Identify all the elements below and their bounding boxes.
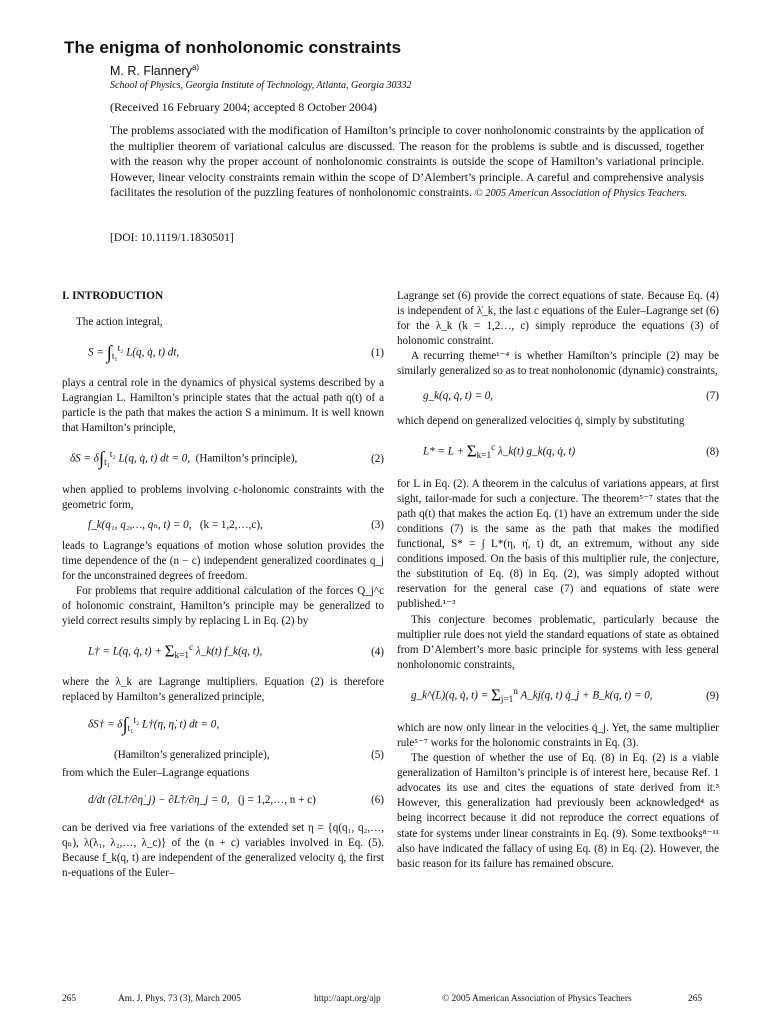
equation-number: (9) [706, 690, 719, 703]
section-heading: I. INTRODUCTION [62, 290, 164, 302]
equation-number: (3) [371, 519, 384, 532]
paragraph: from which the Euler–Lagrange equations [62, 766, 250, 779]
equation-number: (7) [706, 390, 719, 403]
author-line [110, 63, 199, 78]
received-dates: (Received 16 February 2004; accepted 8 October 2004) [110, 100, 377, 114]
paragraph: leads to Lagrange’s equations of motion whose solution provides the time dependence of the (n − c) independent generalized coordinates q_j for the unconstrained degrees of freedom. [62, 539, 384, 582]
affiliation: School of Physics, Georgia Institute of Technology, Atlanta, Georgia 30332 [110, 80, 412, 91]
journal-url[interactable]: http://aapt.org/ajp [314, 994, 381, 1004]
abstract [110, 123, 704, 202]
paragraph: This conjecture becomes problematic, particularly because the multiplier rule does not yield the standard equations of state as obtained from D’Alembert’s more basic principle for systems with less general nonholonomic constraints, [397, 613, 719, 671]
equation-4: L† = L(q, q̇, $t) + \Sigma_{k=1}^c$ λ_k(t) f_k(q, t), (4) [88, 641, 384, 661]
equation-number: (1) [371, 346, 384, 359]
right-column [397, 289, 719, 872]
paragraph: where the λ_k are Lagrange multipliers. Equation (2) is therefore replaced by Hamilton’s generalized principle, [62, 676, 384, 704]
equation-number: (5) [371, 748, 384, 761]
paragraph: for L in Eq. (2). A theorem in the calculus of variations appears, at first sight, tailor-made for such a conjecture. The theorem⁵⁻⁷ states that the path q(t) that makes the action Eq. (1) have an extremum under the side conditions (7) is the same as the path that makes the modified functional, S* = ∫ L*(η, η̇, t) dt, an extremum, without any side conditions imposed. On the basis of this multiplier rule, the conjecture, the substitution of Eq. (8) in Eq. (2), was simply adopted without reservation for the general case (7) and equations of state were published.¹⁻³ [397, 477, 719, 611]
journal-citation: Am. J. Phys. 73 (3), March 2005 [118, 994, 241, 1004]
paragraph: plays a central role in the dynamics of physical systems described by a Lagrangian L. Hamilton’s principle states that the actual path q(t) of a particle is the path that makes the action S a minimum. It is well known that Hamilton’s principle, [62, 377, 384, 435]
author-footnote-mark: a) [191, 63, 200, 72]
equation-number: (4) [371, 645, 384, 658]
equation-expression: L(q, q̇, t) dt, [126, 346, 180, 359]
paragraph: can be derived via free variations of the extended set η = {q(q₁, q₂,…, qₙ), λ(λ₁, λ₂,…, λ_c)} of the (n + c) variables involved in Eq. (5). Because f_k(q, t) are independent of the generalized velocity q̇, the first n-equations of the Euler– [62, 821, 384, 879]
equation-5: δS† = $\delta\int_{t_1}^{t_2}$ L†(η, η̇, t) dt = 0, [88, 714, 220, 736]
equation-8: $L* = L + \Sigma_{k=1}^c$ λ_k(t) g_k(q, q̇, t) (8) [423, 441, 719, 462]
paragraph: which depend on generalized velocities q̇, simply by substituting [397, 414, 685, 427]
equation-number: (6) [371, 794, 384, 807]
equation-7: g_k(q, q̇, t) = 0, (7) [397, 380, 719, 414]
page-number-right: 265 [688, 994, 703, 1004]
left-column [62, 289, 384, 881]
abstract-text: The problems associated with the modification of Hamilton’s principle to cover nonholonomic constraints by the application of the multiplier theorem of variational calculus are discussed. The reason for the problems is subtle and is discussed, together with the reason why the proper account of nonholonomic constraints is outside the scope of Hamilton’s variational principle. However, linear velocity constraints remain within the scope of D’Alembert’s principle. A careful and comprehensive analysis facilitates the resolution of the puzzling features of nonholonomic constraints. [110, 124, 704, 200]
author-name: M. R. Flannery [110, 64, 192, 79]
page-number-left: 265 [62, 994, 77, 1004]
equation-5-label: (Hamilton’s generalized principle), (5) [62, 746, 384, 766]
paper-title: The enigma of nonholonomic constraints [64, 38, 402, 57]
footer-copyright: © 2005 American Association of Physics Teachers [442, 994, 632, 1004]
paragraph: The question of whether the use of Eq. (8) in Eq. (2) is a viable generalization of Hamilton’s principle is of interest here, because Ref. 1 advocates its use and cites the equations of state derived from it.³ However, this generalization had previously been acknowledged⁴ as being incorrect because it did not reproduce the correct equations of state for systems under linear constraints in Eq. (9). Some textbooks⁸⁻¹¹ also have indicated the fallacy of using Eq. (8) in Eq. (2). However, the basic reason for its failure has remained obscure. [397, 752, 719, 870]
equation-number: (8) [706, 446, 719, 459]
doi[interactable]: [DOI: 10.1119/1.1830501] [110, 231, 234, 244]
paragraph: Lagrange set (6) provide the correct equations of state. Because Eq. (4) is independent of λ̇_k, the last c equations of the Euler–Lagrange set (6) for the λ_k (k = 1,2…, c) simply reproduce the equations (3) of holonomic constraint. [397, 290, 719, 348]
paragraph: when applied to problems involving c-holonomic constraints with the geometric form, [62, 483, 384, 511]
equation-9: g_k^(L)(q, q̇, $t) = \Sigma_{j=1}^n$ A_kj(q, t) q̇_j + B_k(q, t) = 0, (9) [411, 686, 719, 706]
equation-number: (2) [371, 453, 384, 466]
equation-6: d/dt (∂L†/∂η̇_j) − ∂L†/∂η_j = 0, (j = 1,2,…, n + c) (6) [62, 781, 384, 821]
equation-3: f_k(q₁, q₂,…, qₙ, t) = 0, (k = 1,2,…,c), (3) [62, 513, 384, 539]
paragraph: A recurring theme¹⁻⁴ is whether Hamilton’s principle (2) may be similarly generalized so as to treat nonholonomic (dynamic) constraints, [397, 350, 719, 378]
paragraph: which are now only linear in the velocities q̇_j. Yet, the same multiplier rule⁵⁻⁷ works for the holonomic constraints in Eq. (3). [397, 721, 719, 749]
abstract-copyright: © 2005 American Association of Physics Teachers. [474, 188, 688, 200]
paragraph: The action integral, [76, 316, 163, 329]
paragraph: For problems that require additional calculation of the forces Q_j^c of holonomic constraint, Hamilton’s principle may be generalized to yield correct results simply by replacing L in Eq. (2) by [62, 585, 384, 628]
equation-1: $S = \int_{t_1}^{t_2}$ L(q, q̇, t) dt, (1) [88, 342, 384, 364]
equation-2: $\delta S = \delta\int_{t_1}^{t_2}$ L(q, q̇, t) dt = 0, (Hamilton’s principle), (2) [70, 448, 384, 470]
